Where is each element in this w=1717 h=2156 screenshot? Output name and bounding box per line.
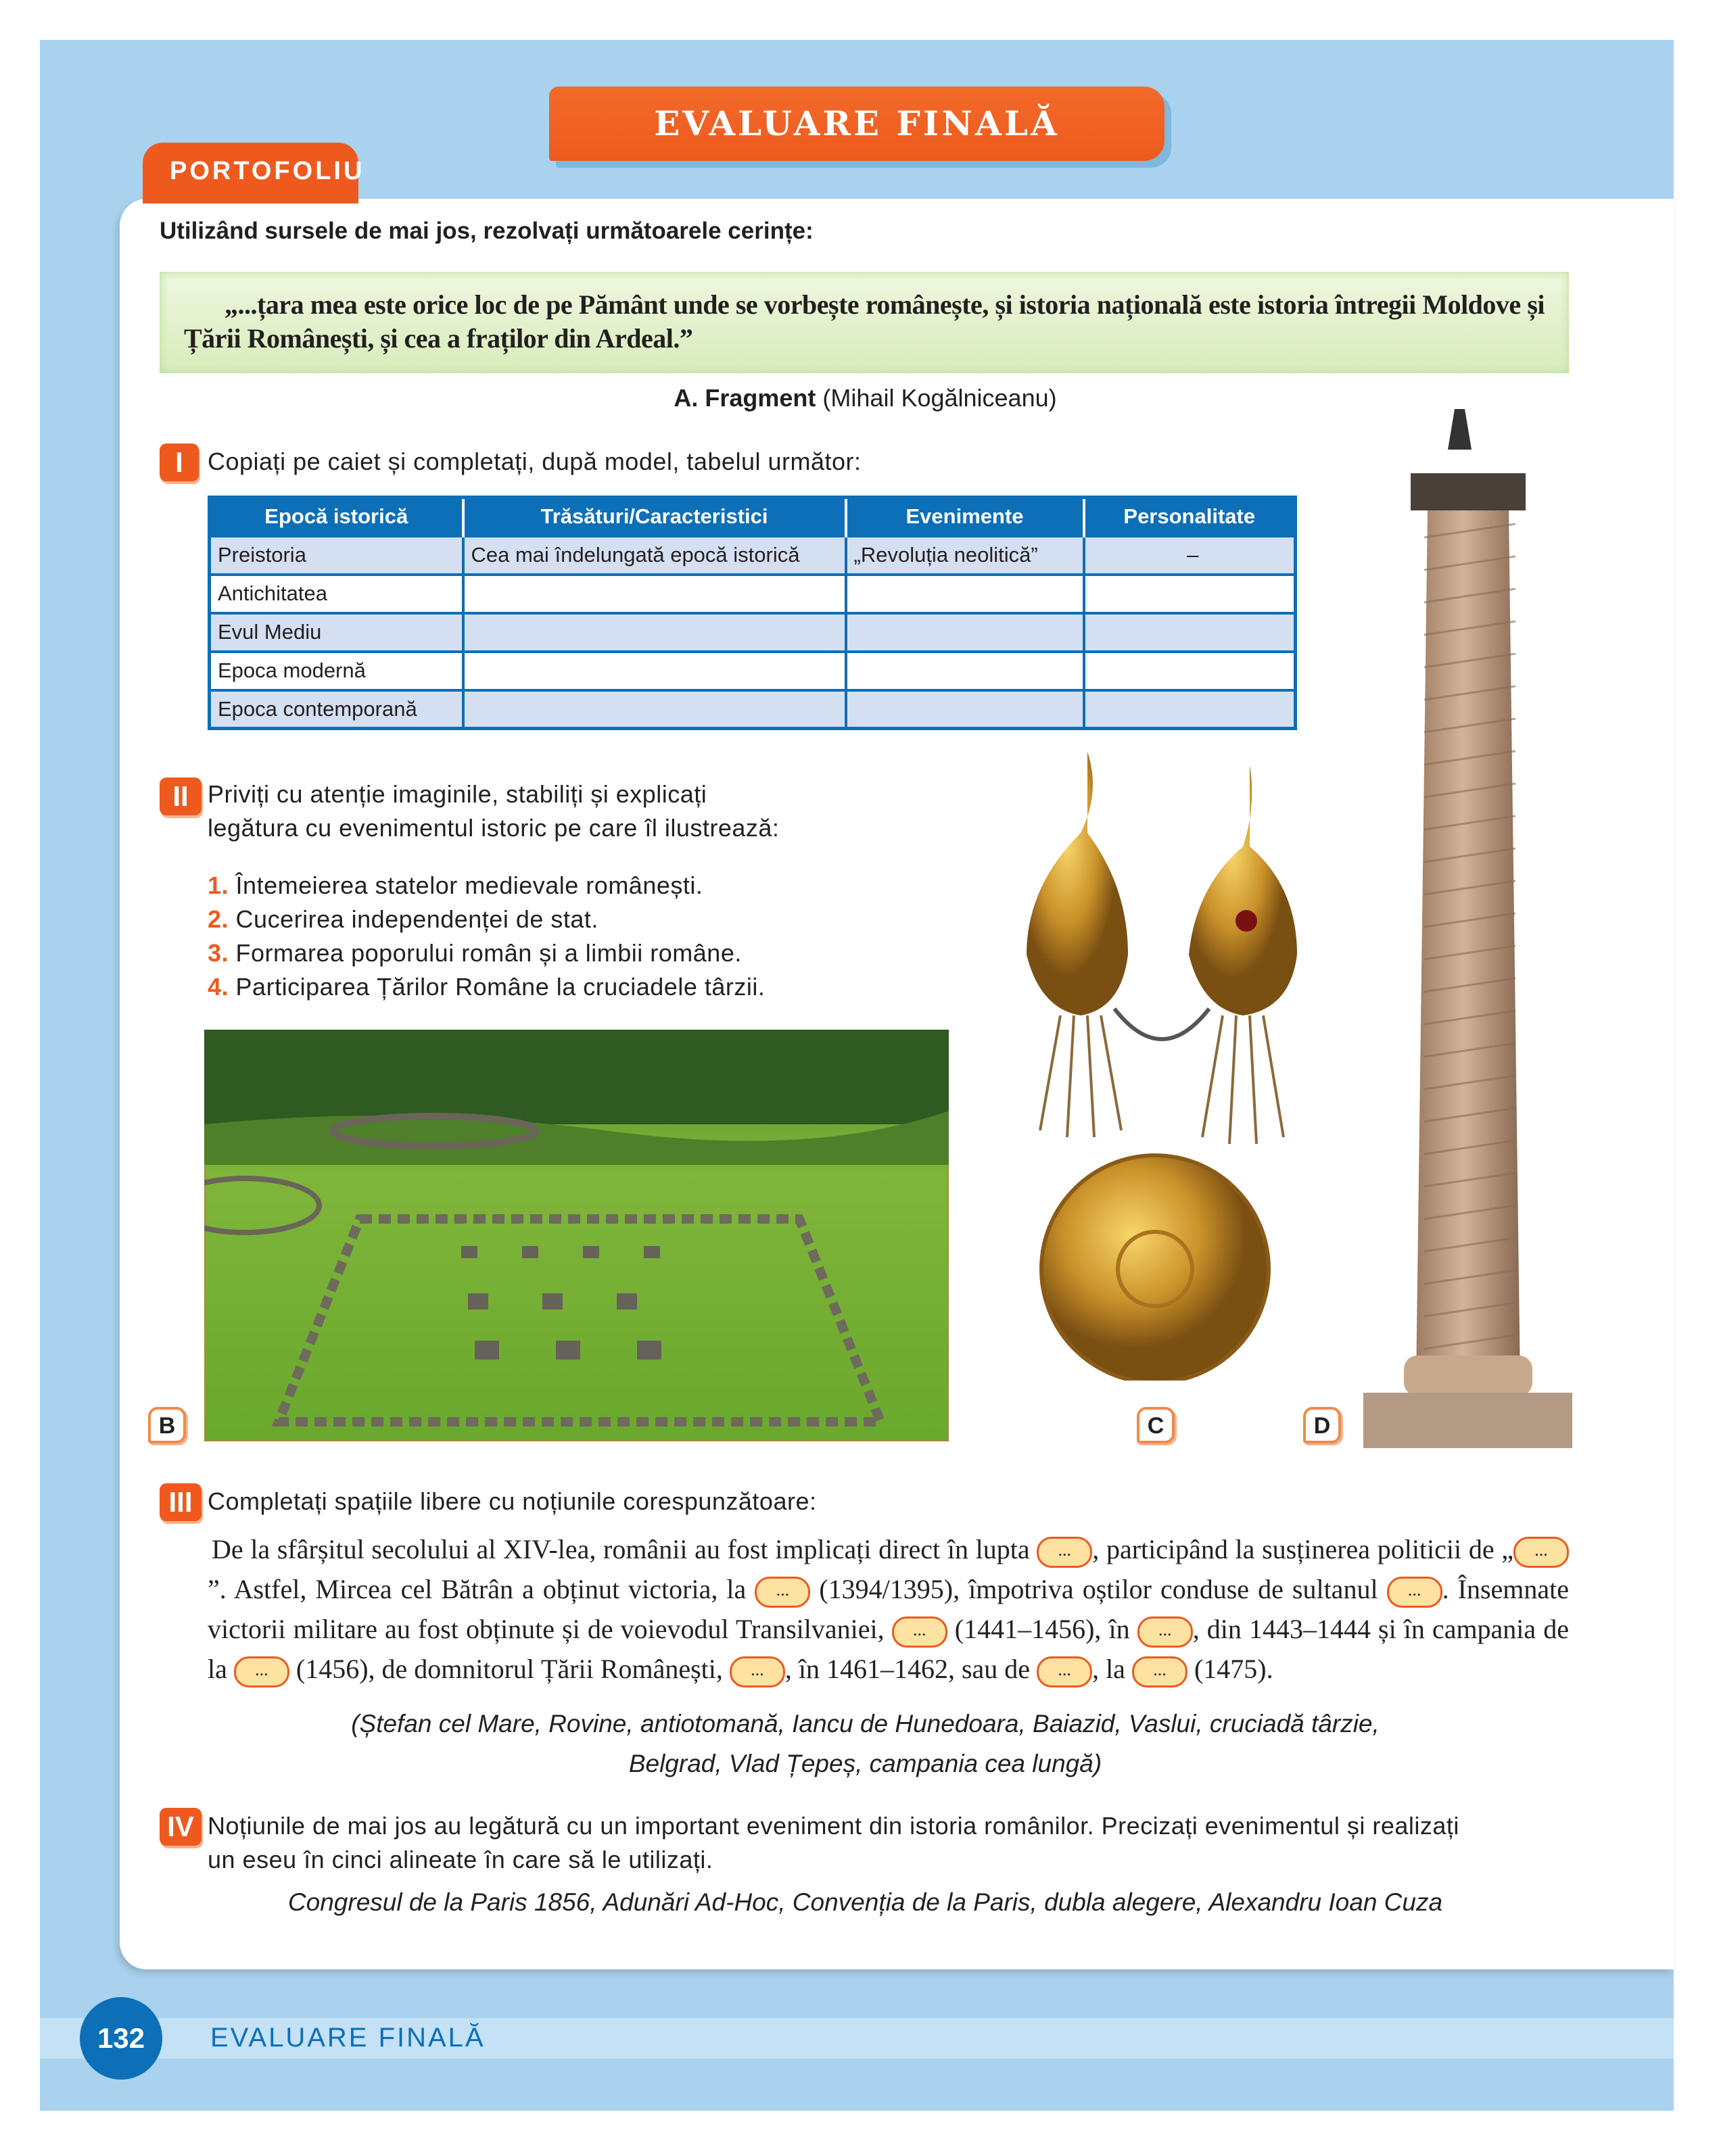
image-options-list — [208, 869, 765, 1004]
gold-artifacts-photo — [999, 752, 1329, 1381]
blank-field[interactable]: ... — [892, 1616, 947, 1648]
word-bank — [0, 1704, 1717, 1783]
epochs-table — [208, 496, 1297, 730]
sanctuary-photo — [204, 1030, 949, 1441]
paragraph-text: , în 1461–1462, sau de — [784, 1654, 1037, 1684]
task-3-text: Completați spațiile libere cu noțiunile corespunzătoare: — [208, 1487, 817, 1515]
item-text: Participarea Țărilor Române la cruciadele târzii. — [235, 973, 766, 1001]
paragraph-text: (1441–1456), în — [947, 1614, 1137, 1644]
table-cell — [846, 690, 1084, 729]
task-1-text: Copiați pe caiet și completați, după model, tabelul următor: — [208, 448, 862, 475]
footer-title: EVALUARE FINALĂ — [210, 2023, 486, 2053]
essay-terms: Congresul de la Paris 1856, Adunări Ad-Hoc, Convenția de la Paris, dubla alegere, Alexandru Ioan Cuza — [287, 1888, 1443, 1916]
word-bank-line: (Ștefan cel Mare, Rovine, antiotomană, Iancu de Hunedoara, Baiazid, Vaslui, cruciadă târzie, — [351, 1710, 1380, 1738]
table-cell: – — [1084, 536, 1296, 575]
table-cell — [463, 613, 846, 652]
column-header: Evenimente — [846, 498, 1084, 536]
blank-field[interactable]: ... — [1137, 1616, 1193, 1648]
paragraph-text: . Însemnate victorii militare au fost obținute și de voievodul Transilvaniei, — [208, 1574, 1570, 1644]
source-label: A. Fragment — [674, 384, 816, 412]
paragraph-text: , participând la susținerea politicii de „ — [1092, 1534, 1513, 1564]
item-number: 1. — [208, 871, 229, 899]
task-2-line: legătura cu evenimentul istoric pe care îl ilustrează: — [208, 814, 780, 842]
item-text: Formarea poporului român și a limbii române. — [235, 939, 742, 967]
list-item — [208, 903, 765, 936]
task-2-badge: II — [160, 777, 202, 815]
table-row — [210, 536, 1296, 575]
blank-field[interactable]: ... — [1387, 1577, 1442, 1608]
item-text: Întemeierea statelor medievale românești. — [235, 871, 703, 899]
paragraph-text: (1475). — [1187, 1654, 1273, 1684]
item-text: Cucerirea independenței de stat. — [235, 905, 598, 933]
task-2-line: Priviți cu atenție imaginile, stabiliți și explicați — [208, 780, 707, 808]
column-header: Trăsături/Caracteristici — [463, 498, 846, 536]
blank-field[interactable]: ... — [234, 1656, 289, 1687]
source-caption — [0, 384, 1717, 412]
paragraph-text: (1394/1395), împotriva oștilor conduse de sultanul — [810, 1574, 1387, 1604]
item-number: 2. — [208, 905, 229, 933]
blank-field[interactable]: ... — [1513, 1537, 1569, 1568]
fill-in-paragraph — [208, 1529, 1569, 1689]
trajan-column-photo — [1363, 409, 1572, 1448]
table-cell — [1084, 613, 1296, 652]
task-4-line: Noțiunile de mai jos au legătură cu un important eveniment din istoria românilor. Precizați evenimentul și realizați — [208, 1812, 1459, 1840]
paragraph-text: , la — [1092, 1654, 1132, 1684]
table-row — [210, 575, 1296, 613]
task-1-badge: I — [160, 444, 199, 481]
portfolio-tab: PORTOFOLIU — [143, 143, 358, 203]
table-row — [210, 652, 1296, 690]
column-header: Personalitate — [1084, 498, 1296, 536]
list-item — [208, 970, 765, 1004]
paragraph-text: , din 1443–1444 și în campania de la — [208, 1614, 1570, 1684]
source-author: (Mihail Kogălniceanu) — [822, 384, 1057, 412]
table-cell — [463, 690, 846, 729]
task-4-line: un eseu în cinci alineate în care să le utilizați. — [208, 1846, 713, 1873]
table-cell: „Revoluția neolitică” — [846, 536, 1084, 575]
table-row — [210, 690, 1296, 729]
blank-field[interactable]: ... — [755, 1577, 810, 1608]
image-label-d: D — [1303, 1407, 1341, 1443]
item-number: 4. — [208, 973, 229, 1001]
page-title: EVALUARE FINALĂ — [549, 87, 1165, 161]
table-cell — [846, 652, 1084, 690]
image-label-c: C — [1137, 1407, 1175, 1443]
task-4-text — [208, 1809, 1459, 1877]
table-cell — [463, 575, 846, 613]
blank-field[interactable]: ... — [730, 1656, 785, 1687]
table-cell — [1084, 690, 1296, 729]
table-cell — [463, 652, 846, 690]
table-cell: Antichitatea — [210, 575, 463, 613]
paragraph-text: ”. Astfel, Mircea cel Bătrân a obținut victoria, la — [208, 1574, 755, 1604]
paragraph-text: De la sfârșitul secolului al XIV-lea, românii au fost implicați direct în lupta — [212, 1534, 1037, 1564]
task-4-badge: IV — [160, 1808, 202, 1846]
table-cell: Epoca contemporană — [210, 690, 463, 729]
table-cell: Cea mai îndelungată epocă istorică — [463, 536, 846, 575]
blank-field[interactable]: ... — [1132, 1656, 1187, 1687]
paragraph-text: (1456), de domnitorul Țării Românești, — [289, 1654, 730, 1684]
table-cell: Epoca modernă — [210, 652, 463, 690]
table-cell — [846, 575, 1084, 613]
blank-field[interactable]: ... — [1037, 1537, 1092, 1568]
column-header: Epocă istorică — [210, 498, 463, 536]
image-label-b: B — [148, 1407, 186, 1443]
table-cell — [846, 613, 1084, 652]
word-bank-line: Belgrad, Vlad Țepeș, campania cea lungă) — [628, 1750, 1102, 1777]
table-cell — [1084, 652, 1296, 690]
task-2-text — [208, 777, 779, 845]
list-item — [208, 869, 765, 903]
table-cell: Preistoria — [210, 536, 463, 575]
table-cell — [1084, 575, 1296, 613]
table-cell: Evul Mediu — [210, 613, 463, 652]
task-3-badge: III — [160, 1483, 202, 1521]
quote-box: „...țara mea este orice loc de pe Pământ unde se vorbește românește, și istoria națională este istoria întregii Moldove și Țării Românești, și cea a fraților din Ardeal.” — [160, 272, 1569, 373]
blank-field[interactable]: ... — [1037, 1656, 1092, 1687]
item-number: 3. — [208, 939, 229, 967]
page-number: 132 — [80, 1997, 162, 2080]
table-row — [210, 613, 1296, 652]
list-item — [208, 936, 765, 970]
instruction: Utilizând sursele de mai jos, rezolvați următoarele cerințe: — [160, 218, 814, 244]
